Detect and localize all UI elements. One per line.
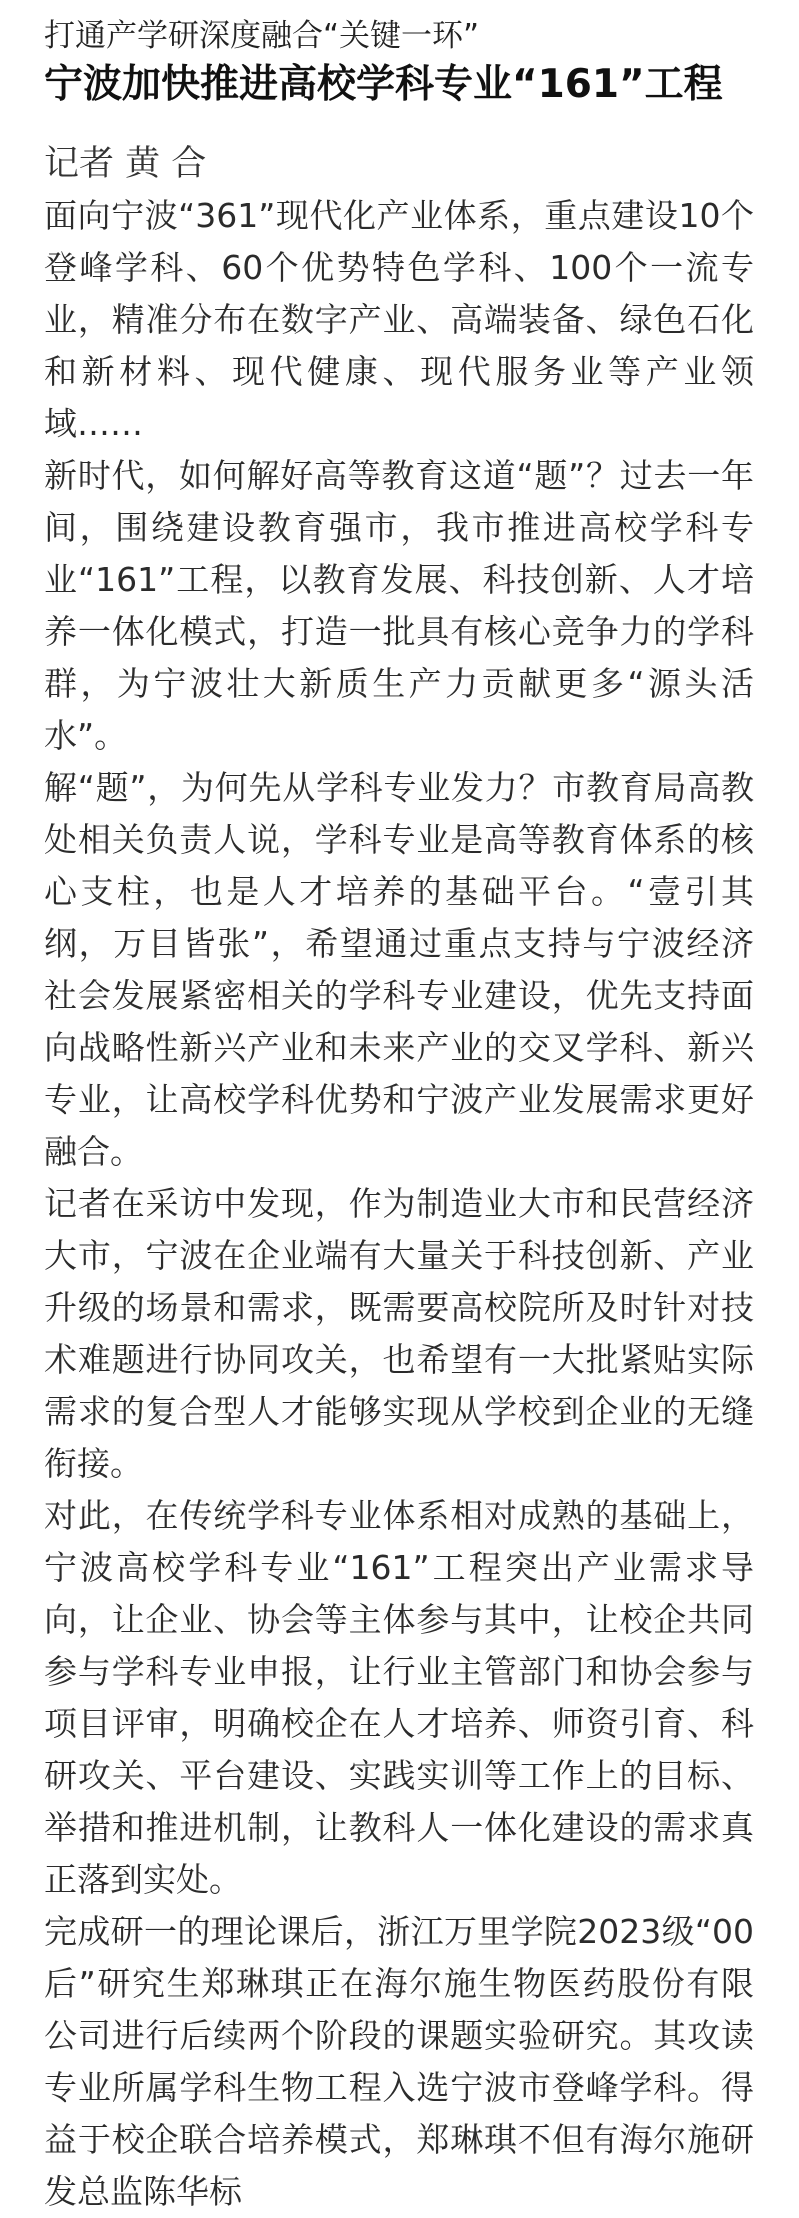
article-headline: 宁波加快推进高校学科专业“161”工程 [44, 62, 723, 107]
article-kicker: 打通产学研深度融合“关键一环” [44, 18, 480, 54]
article-paragraph-1: 面向宁波“361”现代化产业体系，重点建设10个登峰学科、60个优势特色学科、100个一流专业，精准分布在数字产业、高端装备、绿色石化和新材料、现代健康、现代服务业等产业领域…… [44, 196, 754, 443]
news-article [44, 14, 754, 2218]
article-paragraph-3: 解“题”，为何先从学科专业发力？市教育局高教处相关负责人说，学科专业是高等教育体系的核心支柱，也是人才培养的基础平台。“壹引其纲，万目皆张”，希望通过重点支持与宁波经济社会发展紧密相关的学科专业建设，优先支持面向战略性新兴产业和未来产业的交叉学科、新兴专业，让高校学科优势和宁波产业发展需求更好融合。 [44, 768, 754, 1171]
article-paragraph-2: 新时代，如何解好高等教育这道“题”？过去一年间，围绕建设教育强市，我市推进高校学科专业“161”工程，以教育发展、科技创新、人才培养一体化模式，打造一批具有核心竞争力的学科群，为宁波壮大新质生产力贡献更多“源头活水”。 [44, 456, 754, 755]
article-paragraph-4: 记者在采访中发现，作为制造业大市和民营经济大市，宁波在企业端有大量关于科技创新、产业升级的场景和需求，既需要高校院所及时针对技术难题进行协同攻关，也希望有一大批紧贴实际需求的复合型人才能够实现从学校到企业的无缝衔接。 [44, 1184, 754, 1483]
article-paragraph-5: 对此，在传统学科专业体系相对成熟的基础上，宁波高校学科专业“161”工程突出产业需求导向，让企业、协会等主体参与其中，让校企共同参与学科专业申报，让行业主管部门和协会参与项目评审，明确校企在人才培养、师资引育、科研攻关、平台建设、实践实训等工作上的目标、举措和推进机制，让教科人一体化建设的需求真正落到实处。 [44, 1496, 754, 1899]
article-paragraph-6: 完成研一的理论课后，浙江万里学院2023级“00后”研究生郑琳琪正在海尔施生物医药股份有限公司进行后续两个阶段的课题实验研究。其攻读专业所属学科生物工程入选宁波市登峰学科。得益于校企联合培养模式，郑琳琪不但有海尔施研发总监陈华标 [44, 1912, 754, 2211]
article-byline: 记者 黄 合 [44, 144, 207, 184]
